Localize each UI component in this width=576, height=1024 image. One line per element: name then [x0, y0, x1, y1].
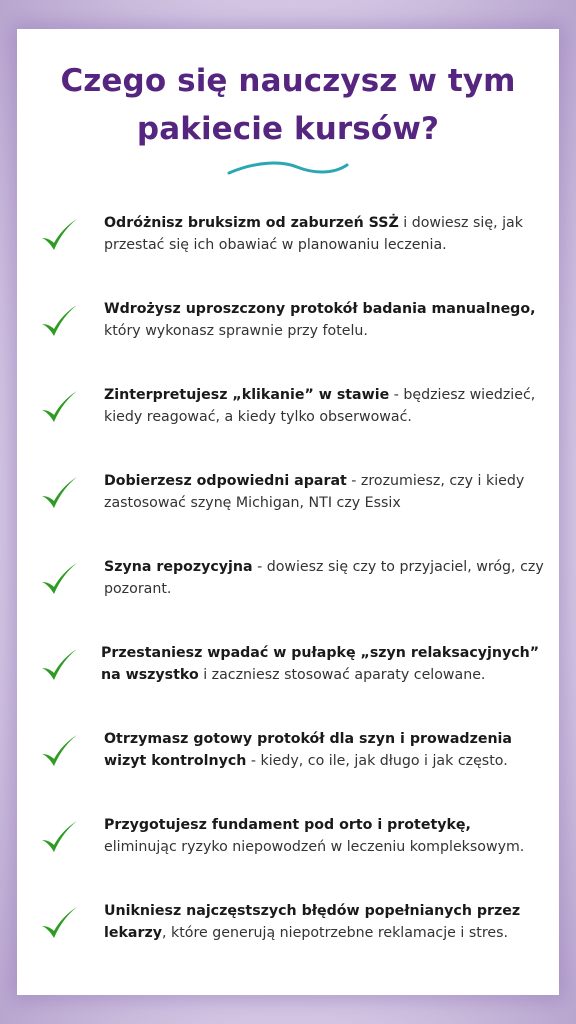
- checkmark-icon: [39, 818, 79, 858]
- list-item-text: [104, 900, 544, 944]
- list-item: [17, 298, 559, 384]
- list-item: [17, 470, 559, 556]
- checkmark-icon: [39, 646, 79, 686]
- list-item-text: [104, 814, 544, 858]
- list-item-rest: i dowiesz się, jak przestać się ich obawiać w planowaniu leczenia.: [104, 215, 523, 253]
- list-item-bold: Wdrożysz uproszczony protokół badania manualnego,: [104, 301, 536, 317]
- checkmark-icon: [39, 904, 79, 944]
- list-item-text: [104, 212, 544, 256]
- list-item: [17, 556, 559, 642]
- checkmark-icon: [39, 732, 79, 772]
- list-item-bold: Dobierzesz odpowiedni aparat: [104, 473, 347, 489]
- list-item: [17, 642, 559, 728]
- list-item-bold: Unikniesz najczęstszych błędów popełnianych przez lekarzy: [104, 903, 521, 941]
- list-item-bold: Zinterpretujesz „klikanie” w stawie: [104, 387, 390, 403]
- checkmark-icon: [39, 302, 79, 342]
- list-item-rest: - dowiesz się czy to przyjaciel, wróg, czy pozorant.: [104, 559, 544, 597]
- title-line-1: Czego się nauczysz w tym: [60, 63, 516, 99]
- list-item-rest: który wykonasz sprawnie przy fotelu.: [104, 323, 368, 339]
- list-item-rest: i zaczniesz stosować aparaty celowane.: [198, 667, 486, 683]
- content-card: [17, 29, 559, 995]
- list-item-rest: , które generują niepotrzebne reklamacje i stres.: [162, 925, 508, 941]
- list-item-text: [104, 728, 544, 772]
- list-item-bold: Przygotujesz fundament pod orto i protetykę,: [104, 817, 471, 833]
- list-item-rest: - zrozumiesz, czy i kiedy zastosować szynę Michigan, NTI czy Essix: [104, 473, 525, 511]
- list-item-text: [104, 470, 544, 514]
- list-item-rest: eliminując ryzyko niepowodzeń w leczeniu kompleksowym.: [104, 839, 525, 855]
- list-item: [17, 900, 559, 986]
- list-item-text: [104, 298, 544, 342]
- checkmark-icon: [39, 388, 79, 428]
- title-line-2: pakiecie kursów?: [136, 111, 440, 147]
- list-item-rest: - kiedy, co ile, jak długo i jak często.: [246, 753, 508, 769]
- list-item-bold: Przestaniesz wpadać w pułapkę „szyn relaksacyjnych” na wszystko: [101, 645, 540, 683]
- list-item-rest: - będziesz wiedzieć, kiedy reagować, a kiedy tylko obserwować.: [104, 387, 536, 425]
- list-item-text: [104, 384, 544, 428]
- list-item-bold: Odróżnisz bruksizm od zaburzeń SSŻ: [104, 215, 399, 231]
- checkmark-icon: [39, 560, 79, 600]
- list-item-bold: Otrzymasz gotowy protokół dla szyn i prowadzenia wizyt kontrolnych: [104, 731, 512, 769]
- page-title: [17, 57, 559, 153]
- checkmark-icon: [39, 216, 79, 256]
- list-item: [17, 212, 559, 298]
- wave-divider-icon: [227, 157, 349, 181]
- list-item-text: [104, 556, 544, 600]
- list-item: [17, 728, 559, 814]
- list-item: [17, 384, 559, 470]
- benefits-list: [17, 212, 559, 986]
- list-item-text: [101, 642, 541, 686]
- list-item-bold: Szyna repozycyjna: [104, 559, 253, 575]
- checkmark-icon: [39, 474, 79, 514]
- list-item: [17, 814, 559, 900]
